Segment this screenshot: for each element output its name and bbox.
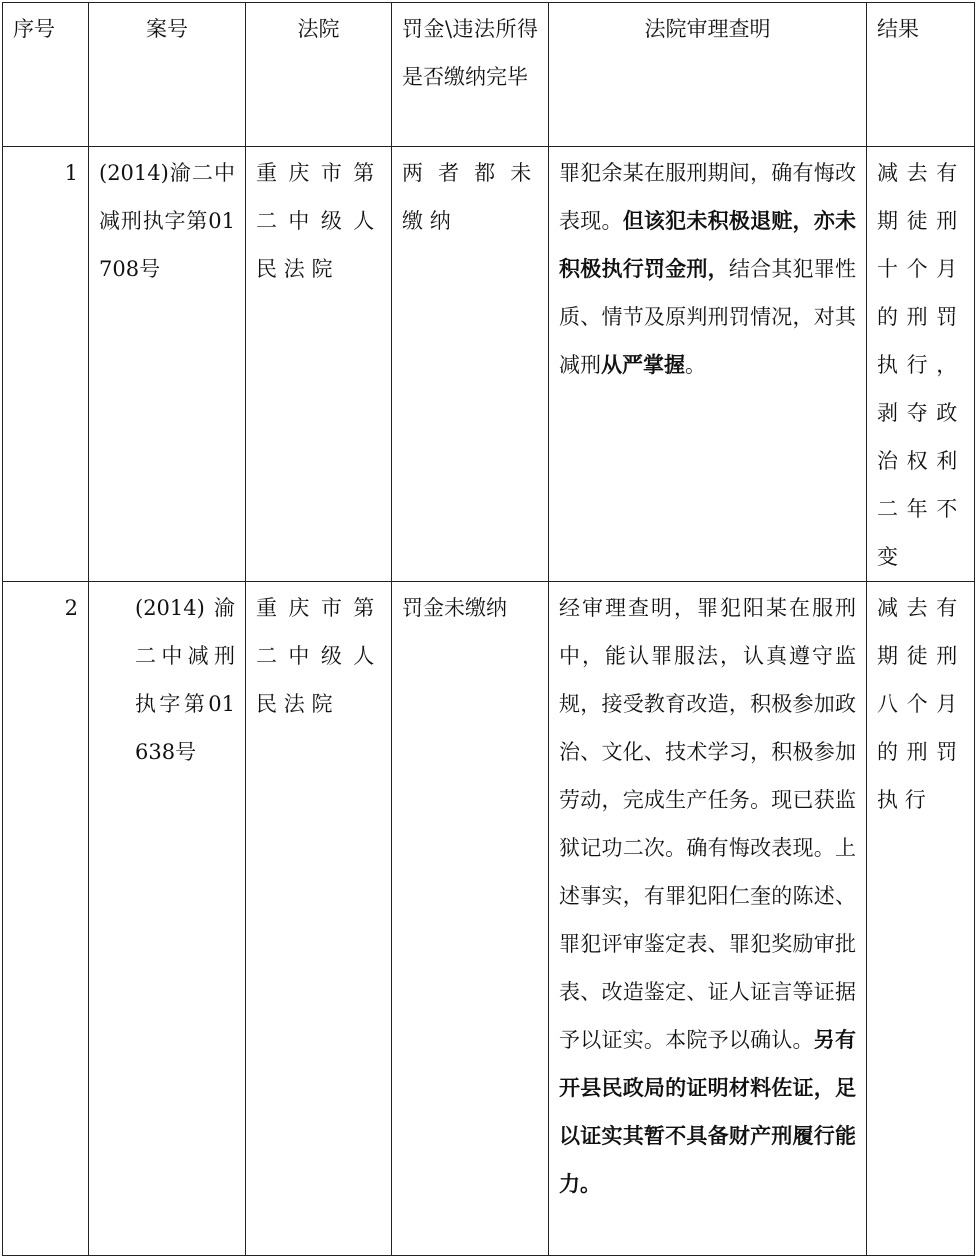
header-result: 结果 (867, 3, 975, 147)
row-court: 重庆市第二中级人民法院 (246, 147, 392, 582)
row-result: 减去有期徒刑十个月的刑罚执行，剥夺政治权利二年不变 (867, 147, 975, 582)
header-seq: 序号 (3, 3, 89, 147)
row-fine-paid: 罚金未缴纳 (392, 582, 549, 1256)
row-result: 减去有期徒刑八个月的刑罚执行 (867, 582, 975, 1256)
table-row (3, 582, 975, 1256)
findings-emphasis: 但该犯未积极退赃，亦未积极执行罚金刑， (559, 208, 857, 281)
row-case-no: (2014)渝二中减刑执字第01708号 (89, 147, 246, 582)
header-findings: 法院审理查明 (549, 3, 867, 147)
table-header-row (3, 3, 975, 147)
row-findings (549, 147, 867, 582)
row-seq: 2 (3, 582, 89, 1256)
header-case-no: 案号 (89, 3, 246, 147)
findings-emphasis: 从严掌握 (601, 352, 685, 377)
header-court: 法院 (246, 3, 392, 147)
findings-text: 罪犯余某在服刑期间，确有悔改表现。 (559, 161, 856, 233)
row-case-no: (2014)渝二中减刑执字第01638号 (89, 582, 246, 1256)
findings-text: 经审理查明，罪犯阳某在服刑中，能认罪服法，认真遵守监规，接受教育改造，积极参加政治、文化、技术学习，积极参加劳动，完成生产任务。现已获监狱记功二次。确有悔改表现。上述事实，有罪犯阳仁奎的陈述、罪犯评审鉴定表、罪犯奖励审批表、改造鉴定、证人证言等证据予以证实。本院予以确认。 (559, 596, 856, 1052)
row-findings (549, 582, 867, 1256)
findings-text: 。 (685, 353, 706, 377)
row-seq: 1 (3, 147, 89, 582)
table-row (3, 147, 975, 582)
findings-text: 结合其犯罪性质、情节及原判刑罚情况，对其减刑 (559, 257, 857, 377)
header-fine-paid: 罚金\违法所得是否缴纳完毕 (392, 3, 549, 147)
findings-emphasis: 另有开县民政局的证明材料佐证，足以证实其暂不具备财产刑履行能力。 (559, 1027, 857, 1196)
row-fine-paid: 两者都未缴纳 (392, 147, 549, 582)
row-court: 重庆市第二中级人民法院 (246, 582, 392, 1256)
sentence-reduction-table (2, 2, 975, 1256)
